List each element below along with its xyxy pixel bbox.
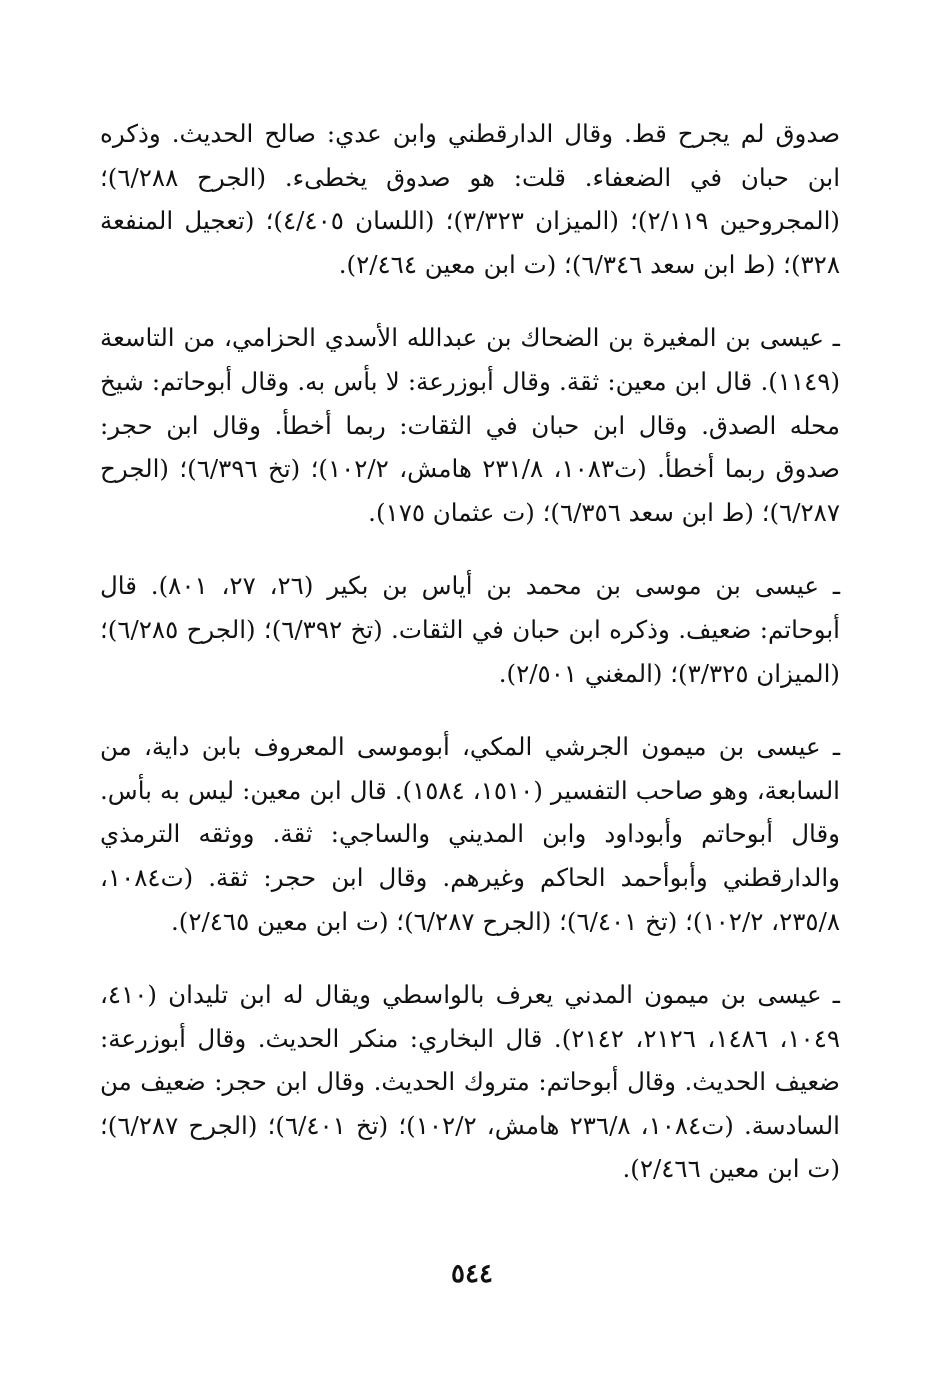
entry-continuation: صدوق لم يجرح قط. وقال الدارقطني وابن عدي: صالح الحديث. وذكره ابن حبان في الضعفاء. قلت: هو صدوق يخطىء. (الجرح ٦/٢٨٨)؛ (المجروحين ٢/١١٩)؛ (الميزان ٣/٣٢٣)؛ (اللسان ٤/٤٠٥)؛ (تعجيل المنفعة ٣٢٨)؛ (ط ابن سعد ٦/٣٤٦)؛ (ت ابن معين ٢/٤٦٤). [100, 119, 840, 279]
entry-isa-ibn-al-mughira: ـ عيسى بن المغيرة بن الضحاك بن عبدالله الأسدي الحزامي، من التاسعة (١١٤٩). قال ابن معين: ثقة. وقال أبوزرعة: لا بأس به. وقال أبوحاتم: شيخ محله الصدق. وقال ابن حبان في الثقات: ربما أخطأ. وقال ابن حجر: صدوق ربما أخطأ. (ت١٠٨٣، ٢٣١/٨ هامش، ١٠٢/٢)؛ (تخ ٦/٣٩٦)؛ (الجرح ٦/٢٨٧)؛ (ط ابن سعد ٦/٣٥٦)؛ (ت عثمان ١٧٥). [100, 323, 840, 527]
page-number: ٥٤٤ [451, 1259, 493, 1289]
entry-isa-ibn-maymun-al-madani: ـ عيسى بن ميمون المدني يعرف بالواسطي ويقال له ابن تليدان (٤١٠، ١٠٤٩، ١٤٨٦، ٢١٢٦، ٢١٤٢). قال البخاري: منكر الحديث. وقال أبوزرعة: ضعيف الحديث. وقال أبوحاتم: متروك الحديث. وقال ابن حجر: ضعيف من السادسة. (ت١٠٨٤، ٢٣٦/٨ هامش، ١٠٢/٢)؛ (تخ ٦/٤٠١)؛ (الجرح ٦/٢٨٧)؛ (ت ابن معين ٢/٤٦٦). [100, 980, 841, 1184]
entry-isa-ibn-musa: ـ عيسى بن موسى بن محمد بن أياس بن بكير (٢٦، ٢٧، ٨٠١). قال أبوحاتم: ضعيف. وذكره ابن حبان في الثقات. (تخ ٦/٣٩٢)؛ (الجرح ٦/٢٨٥)؛ (الميزان ٣/٣٢٥)؛ (المغني ٢/٥٠١). [100, 571, 840, 688]
entry-isa-ibn-maymun-al-jurashi: ـ عيسى بن ميمون الجرشي المكي، أبوموسى المعروف بابن داية، من السابعة، وهو صاحب التفسير (١٥١٠، ١٥٨٤). قال ابن معين: ليس به بأس. وقال أبوحاتم وأبوداود وابن المديني والساجي: ثقة. ووثقه الترمذي والدارقطني وأبوأحمد الحاكم وغيرهم. وقال ابن حجر: ثقة. (ت١٠٨٤، ٢٣٥/٨، ١٠٢/٢)؛ (تخ ٦/٤٠١)؛ (الجرح ٦/٢٨٧)؛ (ت ابن معين ٢/٤٦٥). [100, 732, 840, 936]
page-body [100, 112, 840, 1191]
